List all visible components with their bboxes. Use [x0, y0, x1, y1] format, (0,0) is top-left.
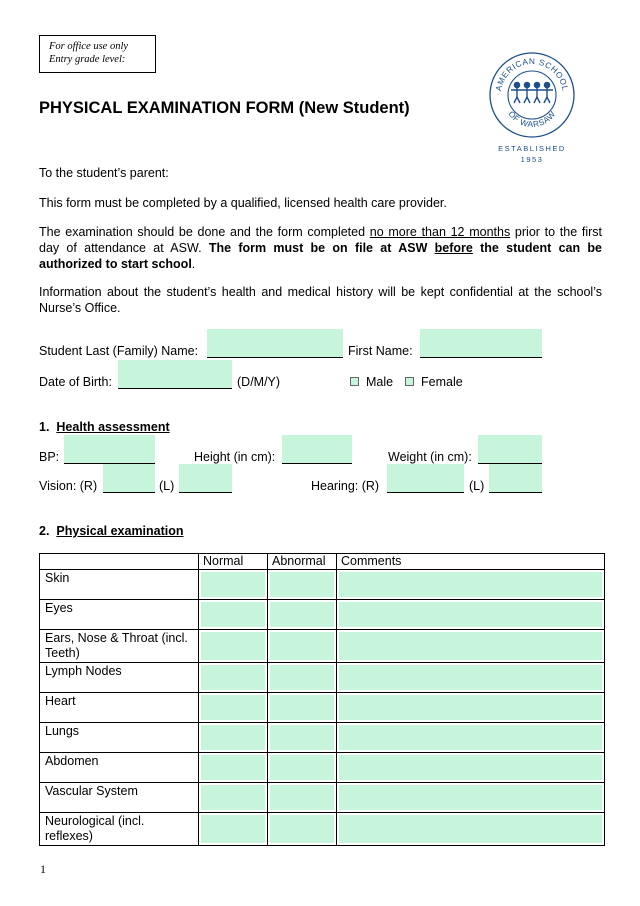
header-normal: Normal [199, 554, 268, 570]
comments-cell-field[interactable] [339, 632, 602, 660]
header-cell-blank [40, 554, 199, 570]
abnormal-cell[interactable] [268, 723, 337, 753]
first-name-input[interactable] [420, 329, 542, 357]
vision-right-underline [103, 492, 155, 493]
normal-cell-field[interactable] [201, 815, 265, 843]
abnormal-cell-field[interactable] [270, 602, 334, 627]
row-label: Vascular System [40, 783, 199, 813]
table-header-row [40, 554, 605, 570]
normal-cell-field[interactable] [201, 785, 265, 810]
normal-cell[interactable] [199, 600, 268, 630]
abnormal-cell[interactable] [268, 753, 337, 783]
table-row [40, 783, 605, 813]
comments-cell-field[interactable] [339, 785, 602, 810]
vision-left-input[interactable] [179, 464, 232, 492]
abnormal-cell[interactable] [268, 570, 337, 600]
page-title: PHYSICAL EXAMINATION FORM (New Student) [39, 99, 410, 117]
comments-cell-field[interactable] [339, 665, 602, 690]
comments-cell[interactable] [337, 813, 605, 846]
abnormal-cell[interactable] [268, 663, 337, 693]
greeting: To the student’s parent: [39, 166, 169, 180]
comments-cell[interactable] [337, 723, 605, 753]
bp-input[interactable] [64, 435, 155, 463]
intro-paragraph-2: The examination should be done and the form completed no more than 12 months prior to the first day of attendance at ASW. The form must be on file at ASW before the student can be authorized to start school. [39, 225, 602, 271]
abnormal-cell-field[interactable] [270, 755, 334, 780]
normal-cell-field[interactable] [201, 572, 265, 597]
vision-right-input[interactable] [103, 464, 155, 492]
page-number: 1 [40, 862, 46, 876]
abnormal-cell-field[interactable] [270, 572, 334, 597]
abnormal-cell-field[interactable] [270, 725, 334, 750]
table-row [40, 630, 605, 663]
row-label: Skin [40, 570, 199, 600]
normal-cell[interactable] [199, 693, 268, 723]
normal-cell[interactable] [199, 663, 268, 693]
header-comments: Comments [337, 554, 605, 570]
logo-arc-bottom: OF WARSAW [506, 108, 558, 130]
dob-input[interactable] [118, 360, 232, 388]
comments-cell-field[interactable] [339, 725, 602, 750]
vision-left-underline [179, 492, 232, 493]
comments-cell[interactable] [337, 663, 605, 693]
abnormal-cell[interactable] [268, 693, 337, 723]
dob-label: Date of Birth: [39, 375, 112, 389]
row-label: Eyes [40, 600, 199, 630]
female-label: Female [421, 375, 463, 389]
abnormal-cell-field[interactable] [270, 815, 334, 843]
comments-cell-field[interactable] [339, 695, 602, 720]
comments-cell[interactable] [337, 783, 605, 813]
abnormal-cell[interactable] [268, 600, 337, 630]
office-use-label: For office use only [49, 41, 129, 52]
first-name-label: First Name: [348, 344, 413, 358]
abnormal-cell[interactable] [268, 783, 337, 813]
comments-cell-field[interactable] [339, 602, 602, 627]
abnormal-cell-field[interactable] [270, 665, 334, 690]
intro-paragraph-1: This form must be completed by a qualified, licensed health care provider. [39, 196, 447, 210]
comments-cell[interactable] [337, 693, 605, 723]
last-name-label: Student Last (Family) Name: [39, 344, 199, 358]
normal-cell[interactable] [199, 570, 268, 600]
dob-format: (D/M/Y) [237, 375, 281, 389]
established-label: ESTABLISHED [498, 144, 566, 153]
table-row [40, 813, 605, 846]
physical-exam-table [39, 553, 605, 846]
first-name-underline [420, 357, 542, 358]
hearing-right-input[interactable] [387, 464, 464, 492]
normal-cell[interactable] [199, 630, 268, 663]
comments-cell[interactable] [337, 600, 605, 630]
normal-cell-field[interactable] [201, 755, 265, 780]
table-row [40, 693, 605, 723]
dob-underline [118, 388, 232, 389]
health-assessment-heading: 1. Health assessment [39, 420, 170, 434]
hearing-left-label: (L) [469, 479, 485, 493]
bp-label: BP: [39, 450, 60, 464]
height-input[interactable] [282, 435, 352, 463]
weight-input[interactable] [478, 435, 542, 463]
svg-text:AMERICAN SCHOOL [493, 56, 571, 92]
vision-right-label: Vision: (R) [39, 479, 98, 493]
comments-cell[interactable] [337, 570, 605, 600]
table-row [40, 753, 605, 783]
hearing-right-underline [387, 492, 464, 493]
weight-label: Weight (in cm): [388, 450, 472, 464]
abnormal-cell-field[interactable] [270, 695, 334, 720]
comments-cell[interactable] [337, 753, 605, 783]
normal-cell[interactable] [199, 813, 268, 846]
vision-left-label: (L) [159, 479, 175, 493]
children-figures-icon [511, 82, 553, 103]
height-underline [282, 463, 352, 464]
abnormal-cell-field[interactable] [270, 632, 334, 660]
hearing-left-underline [489, 492, 542, 493]
row-label: Neurological (incl. reflexes) [40, 813, 199, 846]
hearing-left-input[interactable] [489, 464, 542, 492]
normal-cell[interactable] [199, 723, 268, 753]
comments-cell-field[interactable] [339, 815, 602, 843]
normal-cell-field[interactable] [201, 665, 265, 690]
intro-paragraph-3: Information about the student’s health and medical history will be kept confidential at the school’s Nurse’s Office. [39, 285, 602, 315]
normal-cell-field[interactable] [201, 695, 265, 720]
last-name-underline [207, 357, 343, 358]
female-checkbox[interactable] [405, 377, 414, 386]
row-label: Heart [40, 693, 199, 723]
physical-exam-heading: 2. Physical examination [39, 524, 184, 538]
male-checkbox[interactable] [350, 377, 359, 386]
normal-cell-field[interactable] [201, 602, 265, 627]
male-label: Male [366, 375, 394, 389]
hearing-right-label: Hearing: (R) [311, 479, 380, 493]
entry-grade-label: Entry grade level: [49, 54, 126, 65]
comments-cell-field[interactable] [339, 572, 602, 597]
height-label: Height (in cm): [194, 450, 276, 464]
row-label: Lymph Nodes [40, 663, 199, 693]
normal-cell-field[interactable] [201, 725, 265, 750]
established-text [489, 143, 575, 165]
established-year: 1953 [520, 155, 544, 164]
normal-cell[interactable] [199, 783, 268, 813]
row-label: Abdomen [40, 753, 199, 783]
comments-cell[interactable] [337, 630, 605, 663]
last-name-input[interactable] [207, 329, 343, 357]
table-row [40, 663, 605, 693]
table-row [40, 600, 605, 630]
header-abnormal: Abnormal [268, 554, 337, 570]
office-use-box [39, 35, 156, 73]
table-row [40, 570, 605, 600]
normal-cell[interactable] [199, 753, 268, 783]
table-row [40, 723, 605, 753]
logo-arc-top: AMERICAN SCHOOL [493, 55, 571, 92]
comments-cell-field[interactable] [339, 755, 602, 780]
school-seal-icon [489, 52, 575, 138]
normal-cell-field[interactable] [201, 632, 265, 660]
row-label: Ears, Nose & Throat (incl. Teeth) [40, 630, 199, 663]
abnormal-cell[interactable] [268, 813, 337, 846]
abnormal-cell[interactable] [268, 630, 337, 663]
row-label: Lungs [40, 723, 199, 753]
school-logo [489, 52, 575, 141]
abnormal-cell-field[interactable] [270, 785, 334, 810]
